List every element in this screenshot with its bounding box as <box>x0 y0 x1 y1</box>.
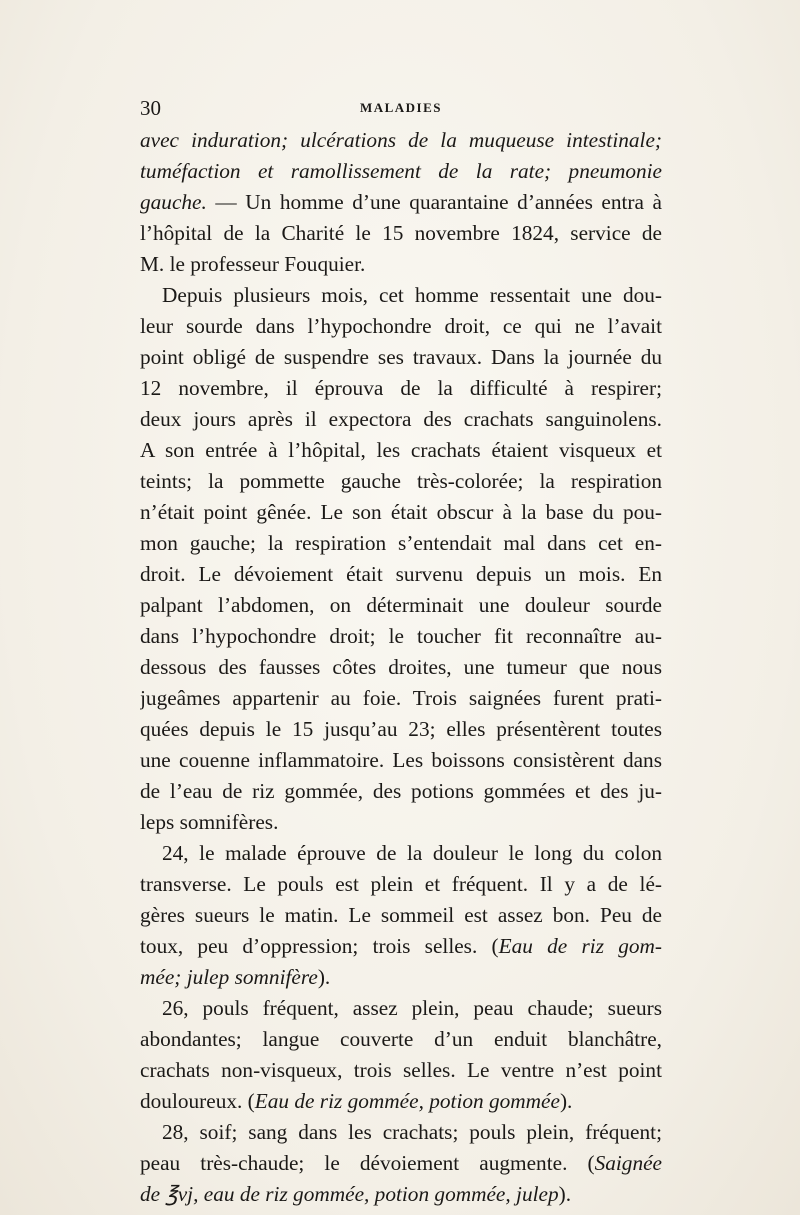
text-line <box>140 838 662 869</box>
text-run: dans l’hypochondre droit; le toucher fit reconnaître au- <box>140 624 662 648</box>
text-run: Depuis plusieurs mois, cet homme ressentait une dou- <box>162 283 662 307</box>
text-run: ). <box>558 1182 572 1206</box>
text-line <box>140 280 662 311</box>
text-line <box>140 249 662 280</box>
text-run: point obligé de suspendre ses travaux. Dans la journée du <box>140 345 662 369</box>
text-line <box>140 1055 662 1086</box>
text-line <box>140 404 662 435</box>
text-run: leur sourde dans l’hypochondre droit, ce qui ne l’avait <box>140 314 662 338</box>
text-line <box>140 869 662 900</box>
text-line <box>140 1024 662 1055</box>
text-run: dessous des fausses côtes droites, une tumeur que nous <box>140 655 662 679</box>
page-number: 30 <box>140 96 161 120</box>
text-line <box>140 466 662 497</box>
text-run: toux, peu d’oppression; trois selles. ( <box>140 934 499 958</box>
text-line <box>140 373 662 404</box>
text-line <box>140 1117 662 1148</box>
text-line <box>140 1148 662 1179</box>
text-line <box>140 993 662 1024</box>
text-line <box>140 435 662 466</box>
text-run: 28, soif; sang dans les crachats; pouls plein, fréquent; <box>162 1120 662 1144</box>
text-run: teints; la pommette gauche très-colorée; la respiration <box>140 469 662 493</box>
text-run: une couenne inflammatoire. Les boissons consistèrent dans <box>140 748 662 772</box>
text-run: jugeâmes appartenir au foie. Trois saignées furent prati- <box>140 686 662 710</box>
text-line <box>140 714 662 745</box>
text-run: 26, pouls fréquent, assez plein, peau chaude; sueurs <box>162 996 662 1020</box>
text-line <box>140 528 662 559</box>
body-text <box>140 125 662 1210</box>
text-line <box>140 1179 662 1210</box>
text-run: deux jours après il expectora des crachats sanguinolens. <box>140 407 662 431</box>
text-line <box>140 900 662 931</box>
text-line <box>140 156 662 187</box>
italic-text: Eau de riz gommée, potion gommée <box>254 1089 560 1113</box>
text-line <box>140 621 662 652</box>
text-line <box>140 652 662 683</box>
text-line <box>140 342 662 373</box>
text-run: transverse. Le pouls est plein et fréquent. Il y a de lé- <box>140 872 662 896</box>
text-run: ). <box>559 1089 573 1113</box>
italic-text: tuméfaction et ramollissement de la rate; pneumonie <box>140 159 662 183</box>
italic-text: de ℥vj, eau de riz gommée, potion gommée, julep <box>140 1182 559 1206</box>
text-run: de l’eau de riz gommée, des potions gommées et des ju- <box>140 779 662 803</box>
text-run: l’hôpital de la Charité le 15 novembre 1824, service de <box>140 221 662 245</box>
text-run: peau très-chaude; le dévoiement augmente. ( <box>140 1151 595 1175</box>
text-line <box>140 1086 662 1117</box>
text-run: abondantes; langue couverte d’un enduit blanchâtre, <box>140 1027 662 1051</box>
italic-text: avec induration; ulcérations de la muqueuse intestinale; <box>140 128 662 152</box>
text-run: quées depuis le 15 jusqu’au 23; elles présentèrent toutes <box>140 717 662 741</box>
text-line <box>140 931 662 962</box>
text-line <box>140 125 662 156</box>
text-line <box>140 776 662 807</box>
text-line <box>140 683 662 714</box>
text-run: — Un homme d’une quarantaine d’années entra à <box>206 190 662 214</box>
text-run: 24, le malade éprouve de la douleur le long du colon <box>162 841 662 865</box>
text-run: gères sueurs le matin. Le sommeil est assez bon. Peu de <box>140 903 662 927</box>
text-line <box>140 559 662 590</box>
text-line <box>140 497 662 528</box>
text-line <box>140 807 662 838</box>
text-run: n’était point gênée. Le son était obscur à la base du pou- <box>140 500 662 524</box>
text-line <box>140 311 662 342</box>
page-header <box>140 96 662 124</box>
text-run: palpant l’abdomen, on déterminait une douleur sourde <box>140 593 662 617</box>
text-run: ). <box>317 965 331 989</box>
text-line <box>140 590 662 621</box>
running-head: MALADIES <box>359 100 443 115</box>
text-run: droit. Le dévoiement était survenu depuis un mois. En <box>140 562 662 586</box>
text-run: 12 novembre, il éprouva de la difficulté à respirer; <box>140 376 662 400</box>
text-run: crachats non-visqueux, trois selles. Le ventre n’est point <box>140 1058 662 1082</box>
text-run: leps somnifères. <box>140 810 279 834</box>
text-line <box>140 745 662 776</box>
italic-text: Eau de riz gom- <box>498 934 662 958</box>
text-line <box>140 218 662 249</box>
italic-text: mée; julep somnifère <box>140 965 318 989</box>
text-run: mon gauche; la respiration s’entendait mal dans cet en- <box>140 531 662 555</box>
text-run: douloureux. ( <box>140 1089 255 1113</box>
italic-text: Saignée <box>594 1151 662 1175</box>
text-line <box>140 962 662 993</box>
italic-text: gauche. <box>140 190 207 214</box>
text-run: M. le professeur Fouquier. <box>140 252 366 276</box>
text-line <box>140 187 662 218</box>
text-run: A son entrée à l’hôpital, les crachats étaient visqueux et <box>140 438 662 462</box>
